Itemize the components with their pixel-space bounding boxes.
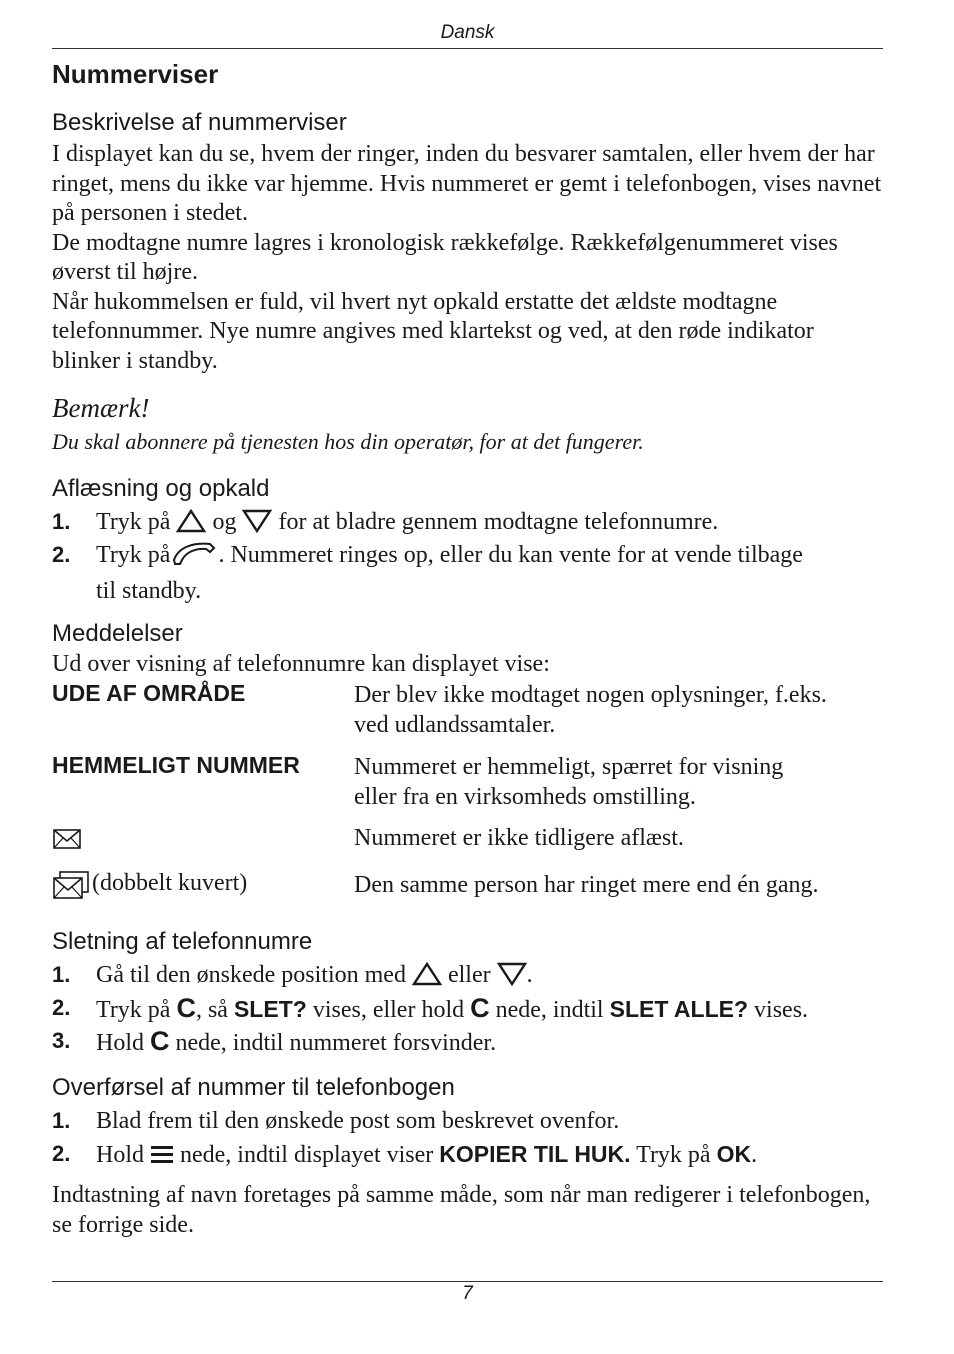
step-text: for at bladre gennem modtagne telefonnumre. <box>278 509 719 535</box>
step-item <box>52 506 883 542</box>
step-item <box>52 1025 883 1059</box>
note-heading: Bemærk! <box>52 393 150 423</box>
step-item <box>52 1138 883 1175</box>
definition-line: eller fra en virksomheds omstilling. <box>354 784 696 810</box>
section-heading: Aflæsning og opkald <box>52 475 270 502</box>
page-title: Nummerviser <box>52 59 219 89</box>
message-definition: Nummeret er ikke tidligere aflæst. <box>354 825 684 851</box>
paragraph: De modtagne numre lagres i kronologisk rækkefølge. Rækkefølgenummeret vises øverst til højre. <box>52 229 838 285</box>
step-text: til standby. <box>96 578 202 604</box>
menu-icon <box>150 1143 174 1175</box>
note-text: Du skal abonnere på tjenesten hos din operatør, for at det fungerer. <box>52 429 644 454</box>
step-text: , så <box>195 997 228 1023</box>
header-language: Dansk <box>440 22 495 43</box>
step-number: 1. <box>52 1108 71 1133</box>
envelope-icon <box>52 828 82 855</box>
step-text: Blad frem til den ønskede post som beskrevet ovenfor. <box>96 1108 620 1134</box>
message-term: HEMMELIGT NUMMER <box>52 752 300 778</box>
step-text: Gå til den ønskede position med <box>96 962 406 988</box>
footer-rule <box>52 1281 883 1282</box>
messages-intro: Ud over visning af telefonnumre kan displayet vise: <box>52 651 550 677</box>
clear-c-icon: C <box>150 1026 170 1056</box>
paragraph: Indtastning af navn foretages på samme måde, som når man redigerer i telefonbogen, se forrige side. <box>52 1182 871 1238</box>
step-text: og <box>212 509 237 535</box>
step-text: . Nummeret ringes op, eller du kan vente for at vende tilbage <box>218 542 803 568</box>
clear-c-icon: C <box>176 993 196 1023</box>
description-body <box>52 140 883 376</box>
message-definition: Den samme person har ringet mere end én gang. <box>354 872 819 898</box>
section-heading: Meddelelser <box>52 620 183 647</box>
definition-line: Nummeret er hemmeligt, spærret for visning <box>354 754 784 780</box>
step-text: vises. <box>754 997 809 1023</box>
step-text: Hold <box>96 1030 144 1056</box>
step-number: 1. <box>52 962 71 987</box>
phone-handset-icon <box>170 540 218 575</box>
display-text: SLET? <box>233 996 307 1022</box>
message-definition <box>354 752 894 812</box>
paragraph: Når hukommelsen er fuld, vil hvert nyt opkald erstatte det ældste modtagne telefonnummer. Nye numre angives med klartekst og ved, at den røde indikator blinker i standby. <box>52 288 814 374</box>
message-definition <box>354 680 894 740</box>
step-text: . <box>526 962 533 988</box>
step-text: Tryk på <box>636 1142 711 1168</box>
message-term-note: (dobbelt kuvert) <box>92 870 248 896</box>
double-envelope-icon <box>52 870 90 905</box>
display-text: SLET ALLE? <box>609 996 749 1022</box>
step-number: 3. <box>52 1028 71 1053</box>
step-number: 2. <box>52 995 71 1020</box>
section-heading: Sletning af telefonnumre <box>52 928 313 955</box>
step-number: 1. <box>52 509 71 534</box>
step-item <box>52 539 883 607</box>
header-rule <box>52 48 883 49</box>
page-number: 7 <box>462 1283 473 1304</box>
section-heading: Beskrivelse af nummerviser <box>52 109 347 136</box>
step-item <box>52 959 883 995</box>
step-text: nede, indtil nummeret forsvinder. <box>175 1030 497 1056</box>
step-item <box>52 1105 883 1137</box>
message-term: UDE AF OMRÅDE <box>52 680 246 706</box>
paragraph: I displayet kan du se, hvem der ringer, inden du besvarer samtalen, eller hvem der har ringet, mens du ikke var hjemme. Hvis nummeret er gemt i telefonbogen, vises navnet på personen i stedet. <box>52 141 882 226</box>
step-text: vises, eller hold <box>312 997 465 1023</box>
step-text: Tryk på <box>96 509 171 535</box>
ok-key-label: OK <box>716 1141 752 1167</box>
step-text: eller <box>447 962 491 988</box>
step-text: . <box>751 1142 758 1168</box>
section-heading: Overførsel af nummer til telefonbogen <box>52 1074 455 1101</box>
clear-c-icon: C <box>470 993 490 1023</box>
definition-line: Der blev ikke modtaget nogen oplysninger, f.eks. <box>354 682 827 708</box>
definition-line: ved udlandssamtaler. <box>354 712 556 738</box>
step-text: Tryk på <box>96 997 171 1023</box>
step-text: nede, indtil <box>495 997 604 1023</box>
up-arrow-icon <box>412 962 442 995</box>
step-text: Hold <box>96 1142 144 1168</box>
up-arrow-icon <box>176 509 206 542</box>
step-text: nede, indtil displayet viser <box>180 1142 434 1168</box>
down-arrow-icon <box>242 509 272 542</box>
step-text: Tryk på <box>96 542 171 568</box>
down-arrow-icon <box>497 962 527 995</box>
step-number: 2. <box>52 1141 71 1166</box>
step-item <box>52 992 883 1026</box>
display-text: KOPIER TIL HUK. <box>439 1141 631 1167</box>
step-number: 2. <box>52 542 71 567</box>
